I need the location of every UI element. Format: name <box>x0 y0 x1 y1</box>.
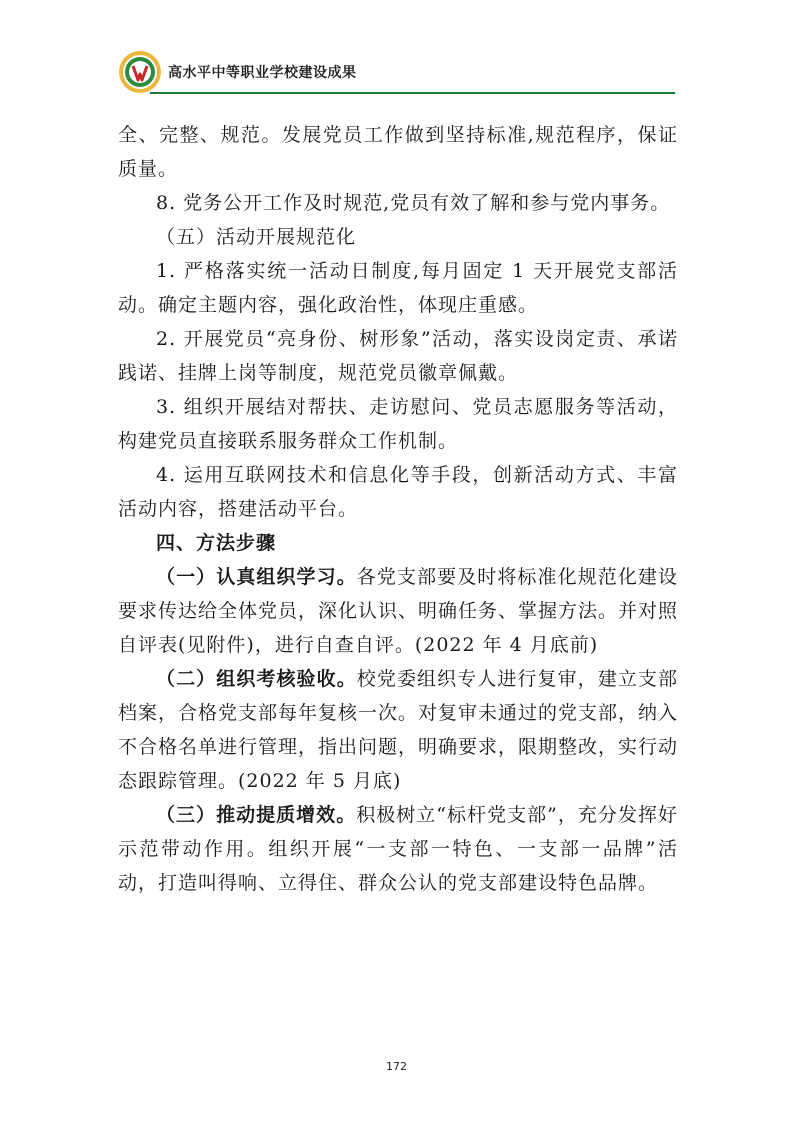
step-text: 各党支部要及时将标准化规范化建设要求传达给全体党员，深化认识、明确任务、掌握方法。并对照自评表(见附件)，进行自查自评。(2022 年 4 月底前) <box>118 566 679 656</box>
step-paragraph <box>118 662 678 798</box>
section-heading: 四、方法步骤 <box>156 532 277 554</box>
page-header <box>118 50 357 94</box>
body-paragraph: 1. 严格落实统一活动日制度,每月固定 1 天开展党支部活动。确定主题内容，强化政治性，体现庄重感。 <box>118 260 678 316</box>
step-title: （二）组织考核验收。 <box>156 668 357 690</box>
step-paragraph <box>118 560 678 662</box>
step-text: 校党委组织专人进行复审，建立支部档案，合格党支部每年复核一次。对复审未通过的党支部，纳入不合格名单进行管理，指出问题，明确要求，限期整改，实行动态跟踪管理。(2022 年 5 月底) <box>118 668 679 792</box>
header-divider <box>150 92 675 94</box>
body-paragraph: 全、完整、规范。发展党员工作做到坚持标准,规范程序，保证质量。 <box>118 124 678 180</box>
body-paragraph: 8. 党务公开工作及时规范,党员有效了解和参与党内事务。 <box>156 192 671 214</box>
step-title: （三）推动提质增效。 <box>156 804 357 826</box>
body-paragraph: 2. 开展党员“亮身份、树形象”活动，落实设岗定责、承诺践诺、挂牌上岗等制度，规范党员徽章佩戴。 <box>118 328 678 384</box>
body-paragraph: 3. 组织开展结对帮扶、走访慰问、党员志愿服务等活动，构建党员直接联系服务群众工作机制。 <box>118 396 678 452</box>
header-title: 高水平中等职业学校建设成果 <box>168 65 357 81</box>
step-text: 积极树立“标杆党支部”，充分发挥好示范带动作用。组织开展“一支部一特色、一支部一品牌”活动，打造叫得响、立得住、群众公认的党支部建设特色品牌。 <box>118 804 678 894</box>
step-paragraph <box>118 798 678 900</box>
body-paragraph: 4. 运用互联网技术和信息化等手段，创新活动方式、丰富活动内容，搭建活动平台。 <box>118 464 678 520</box>
page-number: 172 <box>386 1060 407 1073</box>
school-logo-icon <box>118 50 162 94</box>
step-title: （一）认真组织学习。 <box>156 566 357 588</box>
subsection-heading: （五）活动开展规范化 <box>156 226 357 248</box>
document-body <box>118 118 678 900</box>
